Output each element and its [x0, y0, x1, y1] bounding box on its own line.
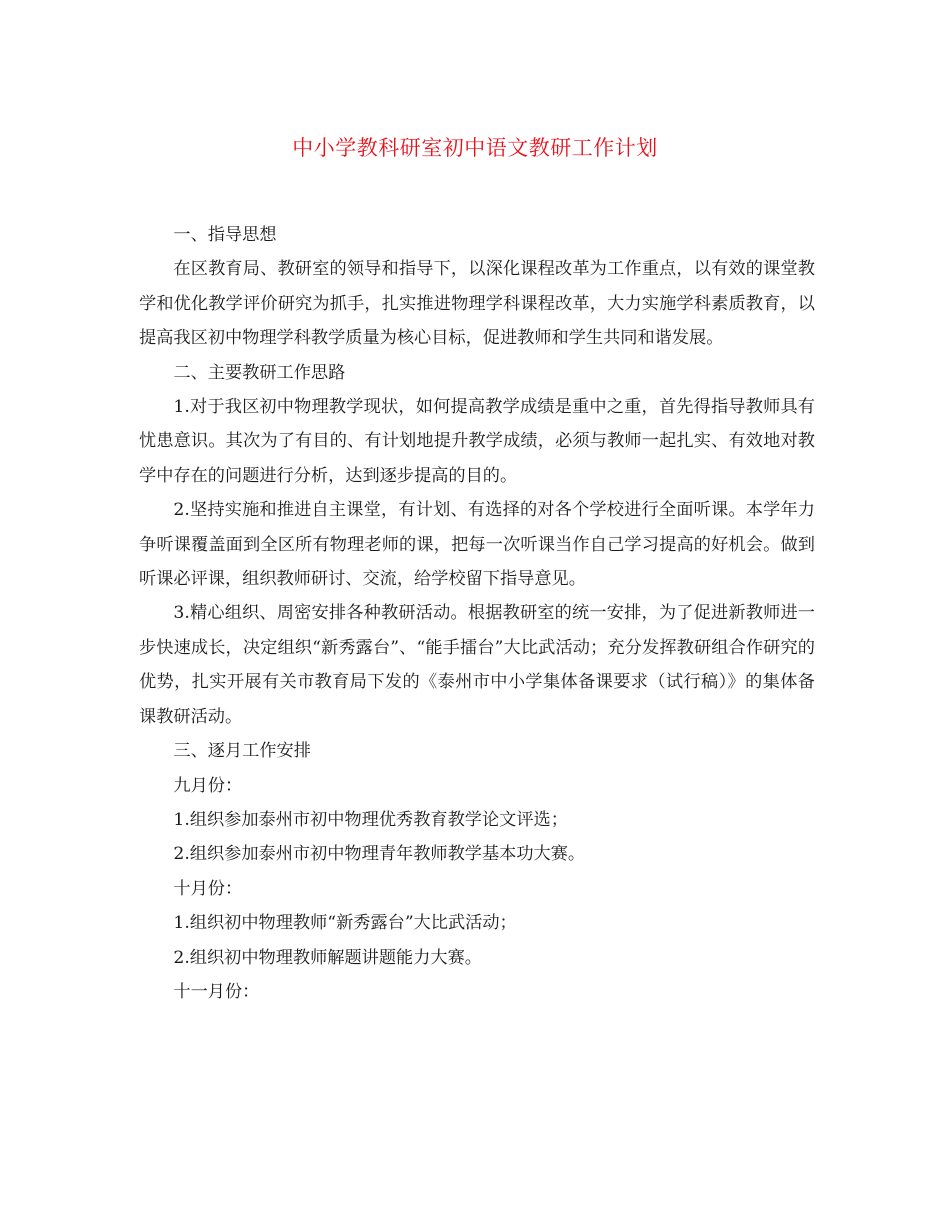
- month-label-september: 九月份：: [173, 775, 243, 796]
- month-label-october: 十月份：: [173, 878, 243, 899]
- month-label-november: 十一月份：: [173, 981, 260, 1002]
- list-item: 1.组织参加泰州市初中物理优秀教育教学论文评选；: [173, 809, 568, 830]
- list-item: 2.组织参加泰州市初中物理青年教师教学基本功大赛。: [173, 844, 586, 865]
- section-heading-guiding-ideology: 一、指导思想: [173, 225, 277, 245]
- paragraph: 3.精心组织、周密安排各种教研活动。根据教研室的统一安排，为了促进新教师进一步快速成长，决定组织“新秀露台”、“能手擂台”大比武活动；充分发挥教研组合作研究的优势，扎实开展有关市教育局下发的《泰州市中小学集体备课要求（试行稿）》的集体备课教研活动。: [139, 603, 815, 727]
- list-item: 2.组织初中物理教师解题讲题能力大赛。: [173, 947, 482, 968]
- list-item: 1.组织初中物理教师“新秀露台”大比武活动；: [173, 913, 517, 934]
- section-heading-monthly-plan: 三、逐月工作安排: [173, 741, 311, 762]
- paragraph: 在区教育局、教研室的领导和指导下，以深化课程改革为工作重点，以有效的课堂教学和优化教学评价研究为抓手，扎实推进物理学科课程改革，大力实施学科素质教育，以提高我区初中物理学科教学质量为核心目标，促进教师和学生共同和谐发展。: [139, 259, 815, 349]
- paragraph: 2.坚持实施和推进自主课堂，有计划、有选择的对各个学校进行全面听课。本学年力争听课覆盖面到全区所有物理老师的课，把每一次听课当作自己学习提高的好机会。做到听课必评课，组织教师研讨、交流，给学校留下指导意见。: [139, 500, 815, 590]
- document-body: [139, 218, 815, 1009]
- section-heading-main-ideas: 二、主要教研工作思路: [173, 362, 346, 383]
- paragraph: 1.对于我区初中物理教学现状，如何提高教学成绩是重中之重，首先得指导教师具有忧患意识。其次为了有目的、有计划地提升教学成绩，必须与教师一起扎实、有效地对教学中存在的问题进行分析，达到逐步提高的目的。: [139, 397, 815, 486]
- document-title: 中小学教科研室初中语文教研工作计划: [292, 136, 658, 160]
